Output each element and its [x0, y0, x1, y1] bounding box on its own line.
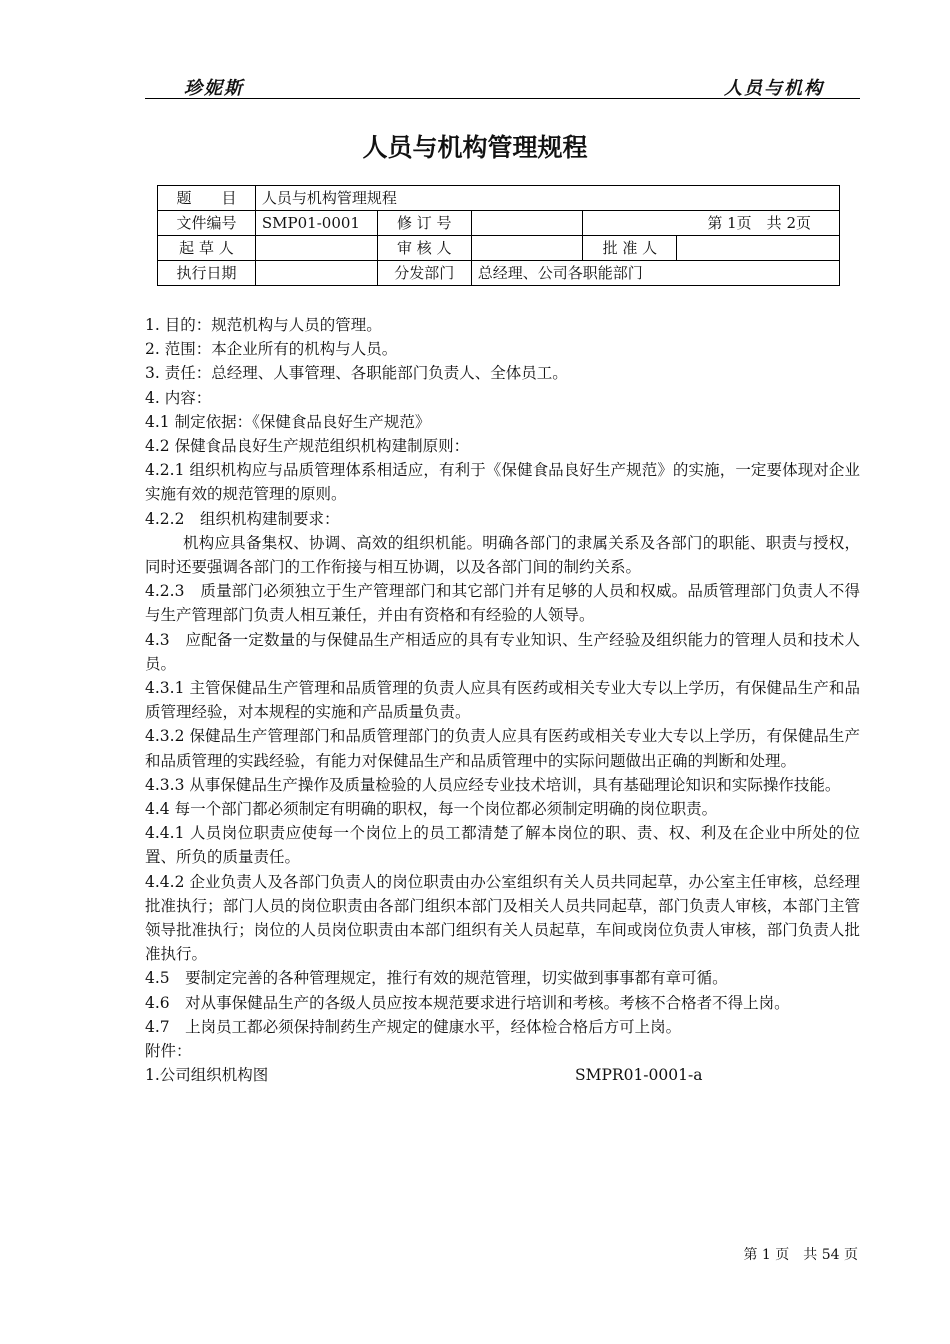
- body-paragraph: 4.6 对从事保健品生产的各级人员应按本规范要求进行培训和考核。考核不合格者不得上岗。: [145, 993, 790, 1012]
- subject-label: 题 目: [158, 186, 256, 211]
- body-paragraph: 4.1 制定依据：《保健食品良好生产规范》: [145, 412, 431, 431]
- doc-number-value: SMP01-0001: [255, 211, 377, 236]
- body-paragraph: 4.3.3 从事保健品生产操作及质量检验的人员应经专业技术培训，具有基础理论知识和实际操作技能。: [145, 775, 841, 794]
- body-paragraph: 4.2 保健食品良好生产规范组织机构建制原则：: [145, 437, 470, 456]
- body-paragraph: 1. 目的：规范机构与人员的管理。: [145, 316, 382, 334]
- body-paragraph: 4.4.2 企业负责人及各部门负责人的岗位职责由办公室组织有关人员共同起草，办公室主任审核，总经理批准执行；部门人员的岗位职责由各部门组织本部门及相关人员共同起草，部门负责人审核，本部门主管领导批准执行；岗位的人员岗位职责由本部门组织有关人员起草，车间或岗位负责人审核，部门负责人批准执行。: [145, 872, 860, 964]
- distribution-value: 总经理、公司各职能部门: [471, 261, 839, 286]
- reviewer-label: 审 核 人: [377, 236, 471, 261]
- document-title: 人员与机构管理规程: [362, 133, 588, 162]
- approver-value: [677, 236, 840, 261]
- approver-label: 批 准 人: [583, 236, 677, 261]
- body-paragraph: 4.3.2 保健品生产管理部门和品质管理部门的负责人应具有医药或相关专业大专以上学历，有保健品生产和品质管理的实践经验，有能力对保健品生产和品质管理中的实际问题做出正确的判断和处理。: [145, 727, 860, 770]
- paragraph-list: [145, 313, 860, 1063]
- subject-value: 人员与机构管理规程: [255, 186, 839, 211]
- revision-value: [471, 211, 583, 236]
- body-paragraph: 2. 范围：本企业所有的机构与人员。: [145, 340, 398, 359]
- body-paragraph: 4. 内容：: [145, 388, 212, 407]
- header-company-name: 珍妮斯: [184, 78, 244, 99]
- doc-number-label: 文件编号: [158, 211, 256, 236]
- table-row: [158, 261, 840, 286]
- body-paragraph: 4.2.2 组织机构建制要求：: [145, 509, 340, 528]
- drafter-value: [255, 236, 377, 261]
- table-row: [158, 211, 840, 236]
- body-paragraph: 机构应具备集权、协调、高效的组织机能。明确各部门的隶属关系及各部门的职能、职责与授权，同时还要强调各部门的工作衔接与相互协调，以及各部门间的制约关系。: [145, 533, 860, 577]
- header-section-name: 人员与机构: [724, 78, 824, 99]
- body-paragraph: 4.4 每一个部门都必须制定有明确的职权，每一个岗位都必须制定明确的岗位职责。: [145, 800, 718, 819]
- document-body: [145, 313, 860, 1088]
- header-divider: [145, 98, 860, 99]
- effective-date-value: [255, 261, 377, 286]
- body-paragraph: 4.5 要制定完善的各种管理规定，推行有效的规范管理，切实做到事事都有章可循。: [145, 969, 728, 988]
- body-paragraph: 附件：: [145, 1042, 192, 1061]
- table-row: [158, 236, 840, 261]
- body-paragraph: 4.3 应配备一定数量的与保健品生产相适应的具有专业知识、生产经验及组织能力的管理人员和技术人员。: [145, 630, 860, 673]
- drafter-label: 起 草 人: [158, 236, 256, 261]
- attachment-name: 1.公司组织机构图: [145, 1066, 269, 1085]
- body-paragraph: 4.2.3 质量部门必须独立于生产管理部门和其它部门并有足够的人员和权威。品质管理部门负责人不得与生产管理部门负责人相互兼任，并由有资格和有经验的人领导。: [145, 582, 860, 625]
- body-paragraph: 4.2.1 组织机构应与品质管理体系相适应，有利于《保健食品良好生产规范》的实施，一定要体现对企业实施有效的规范管理的原则。: [145, 461, 860, 504]
- attachment-code: SMPR01-0001-a: [575, 1066, 703, 1085]
- body-paragraph: 4.3.1 主管保健品生产管理和品质管理的负责人应具有医药或相关专业大专以上学历，有保健品生产和品质管理经验，对本规程的实施和产品质量负责。: [145, 679, 860, 722]
- body-paragraph: 4.4.1 人员岗位职责应使每一个岗位上的员工都清楚了解本岗位的职、责、权、利及在企业中所处的位置、所负的质量责任。: [145, 824, 860, 867]
- attachment-item: [145, 1063, 860, 1087]
- distribution-label: 分发部门: [377, 261, 471, 286]
- body-paragraph: 3. 责任：总经理、人事管理、各职能部门负责人、全体员工。: [145, 364, 568, 383]
- revision-label: 修 订 号: [377, 211, 471, 236]
- table-row: [158, 186, 840, 211]
- body-paragraph: 4.7 上岗员工都必须保持制药生产规定的健康水平，经体检合格后方可上岗。: [145, 1017, 682, 1036]
- effective-date-label: 执行日期: [158, 261, 256, 286]
- document-info-table: [157, 185, 840, 286]
- page-footer: 第 1 页 共 54 页: [743, 1247, 858, 1263]
- page-info: 第 1页 共 2页: [583, 211, 840, 236]
- reviewer-value: [471, 236, 583, 261]
